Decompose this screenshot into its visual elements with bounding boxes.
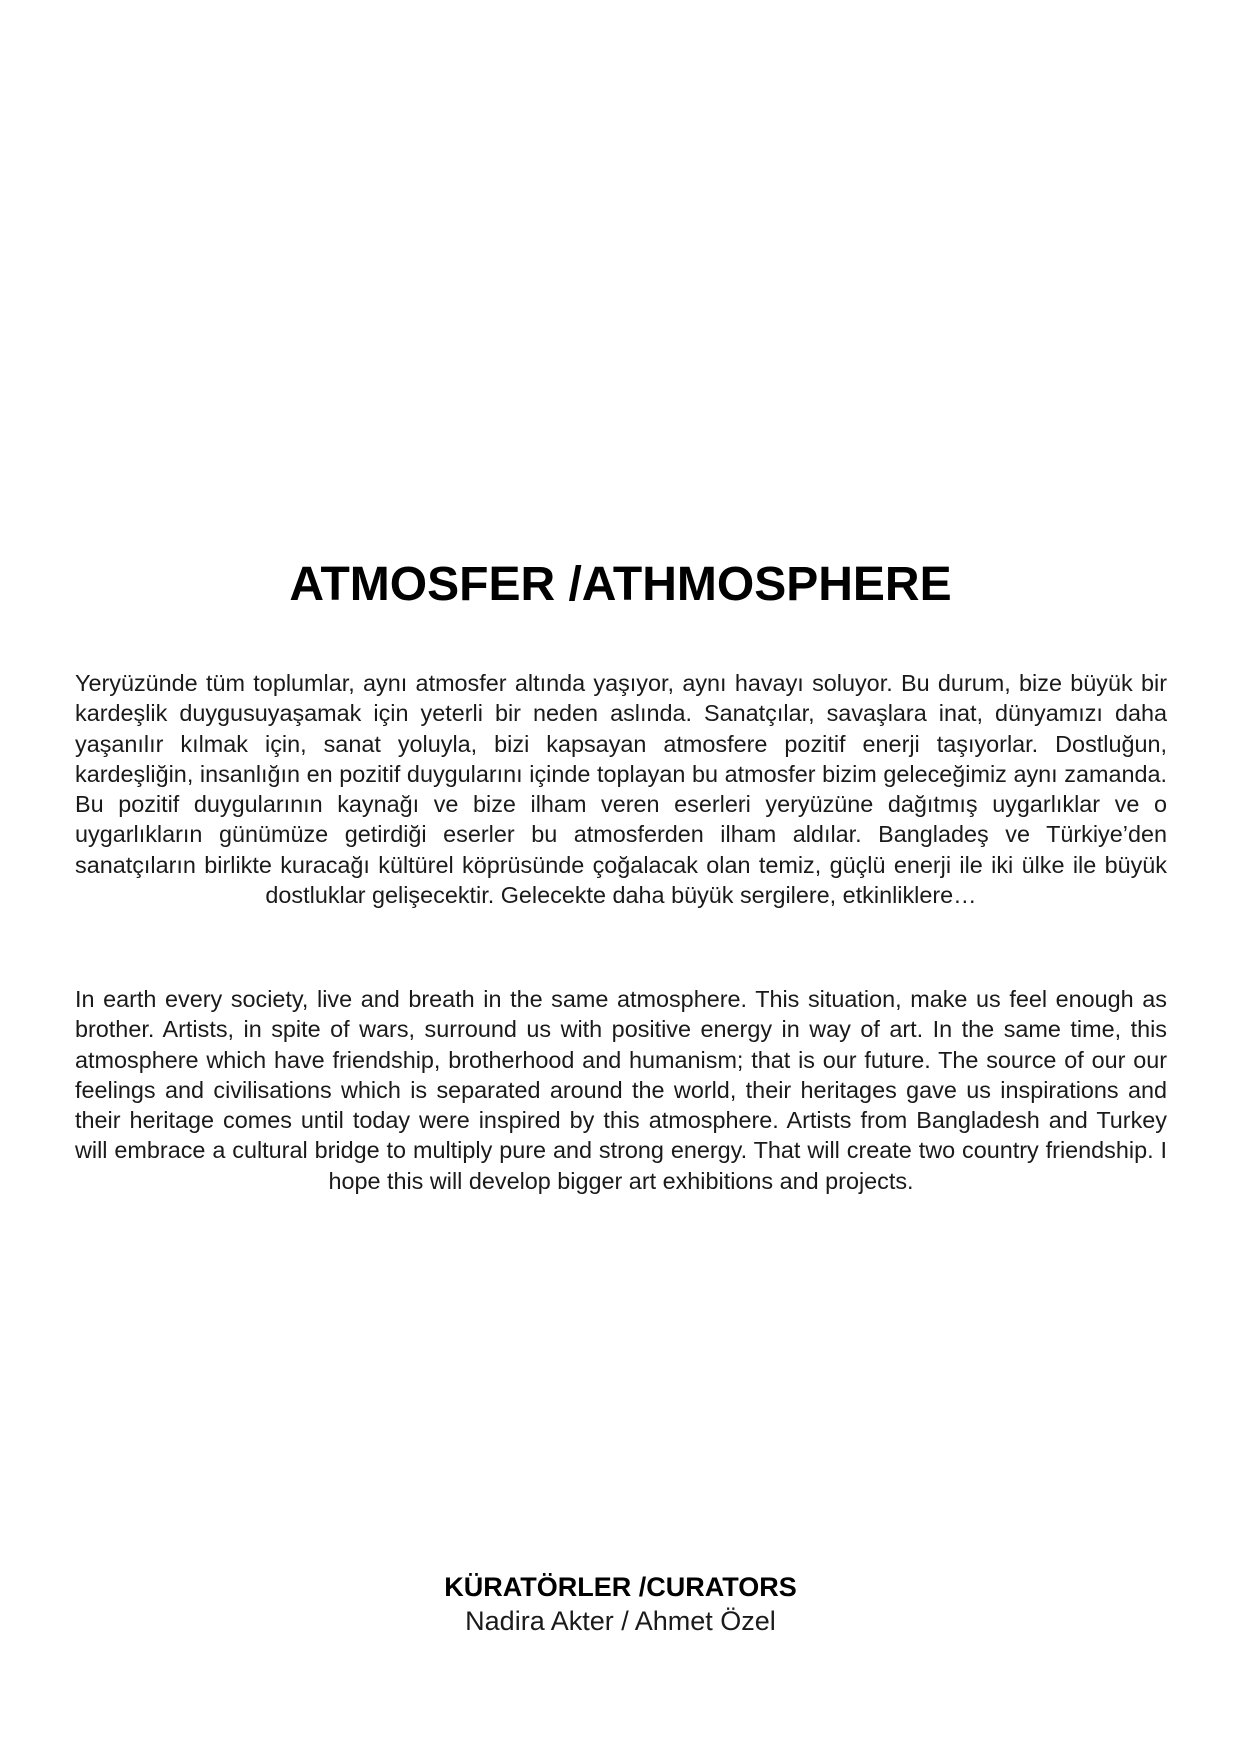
english-paragraph: In earth every society, live and breath in the same atmosphere. This situation, make us feel enough as brother. Artists, in spite of wars, surround us with positive energy in way of art. In the same time, this atmosphere which have friendship, brotherhood and humanism; that is our future. The source of our our feelings and civilisations which is separated around the world, their heritages gave us inspirations and their heritage comes until today were inspired by this atmosphere. Artists from Bangladesh and Turkey will embrace a cultural bridge to multiply pure and strong energy. That will create two country friendship. I hope this will develop bigger art exhibitions and projects. (75, 986, 1167, 1194)
curators-heading: KÜRATÖRLER /CURATORS (444, 1572, 797, 1602)
turkish-paragraph: Yeryüzünde tüm toplumlar, aynı atmosfer altında yaşıyor, aynı havayı soluyor. Bu durum, bize büyük bir kardeşlik duygusuyaşamak için yeterli bir neden aslında. Sanatçılar, savaşlara inat, dünyamızı daha yaşanılır kılmak için, sanat yoluyla, bizi kapsayan atmosfere pozitif enerji taşıyorlar. Dostluğun, kardeşliğin, insanlığın en pozitif duygularını içinde toplayan bu atmosfer bizim geleceğimiz aynı zamanda. Bu pozitif duygularının kaynağı ve bize ilham veren eserleri yeryüzüne dağıtmış uygarlıklar ve o uygarlıkların günümüze getirdiği eserler bu atmosferden ilham aldılar. Bangladeş ve Türkiye’den sanatçıların birlikte kuracağı kültürel köprüsünde çoğalacak olan temiz, güçlü enerji ile iki ülke ile büyük dostluklar gelişecektir. Gelecekte daha büyük sergilere, etkinliklere… (75, 670, 1167, 909)
curators-names: Nadira Akter / Ahmet Özel (465, 1606, 776, 1636)
page-title: ATMOSFER /ATHMOSPHERE (289, 558, 952, 611)
curators-block (0, 1570, 1241, 1638)
